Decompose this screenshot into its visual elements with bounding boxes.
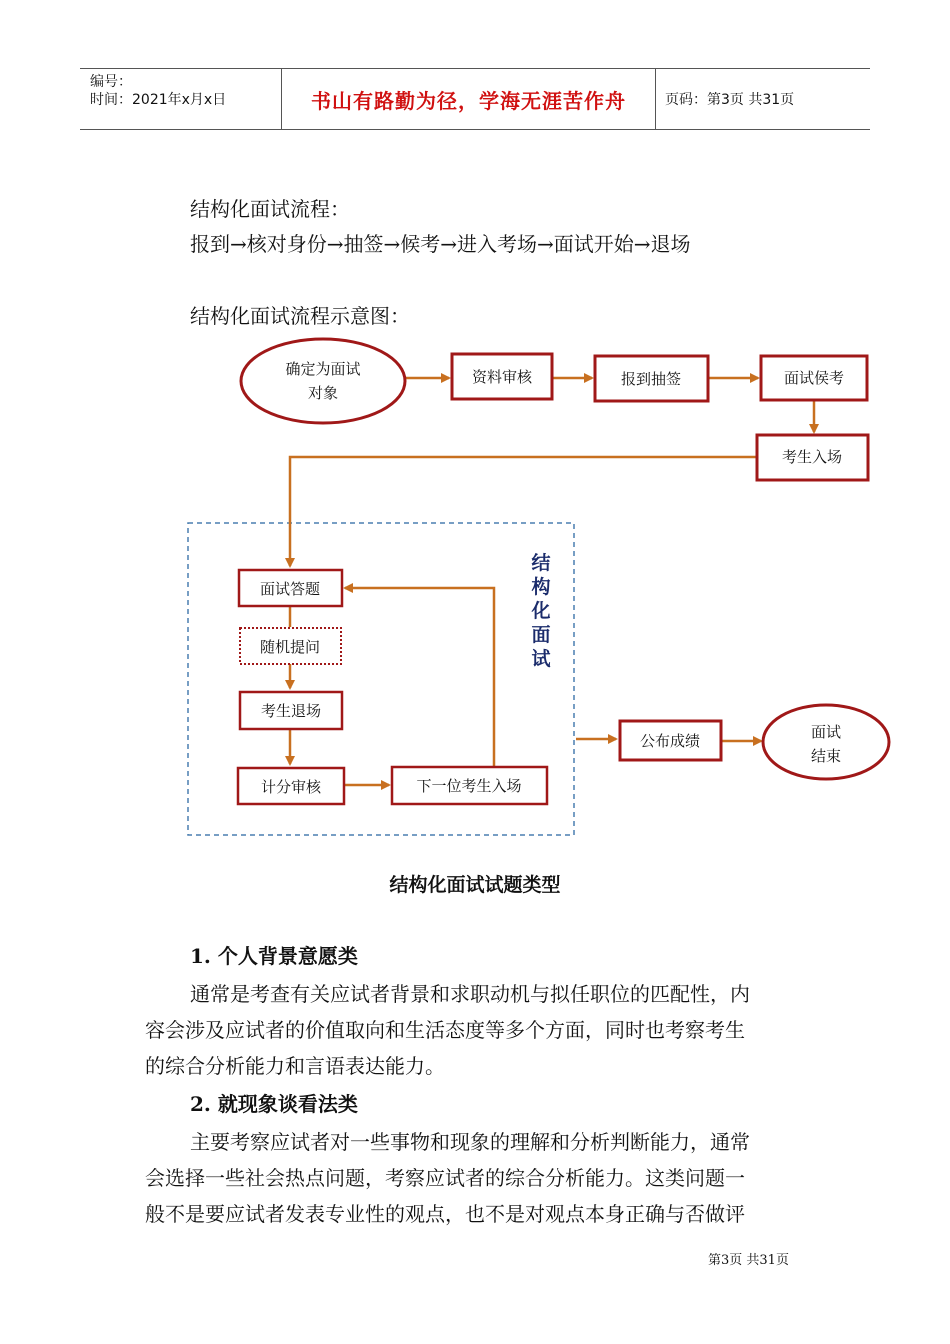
end-label-1: 面试: [810, 723, 842, 741]
side-label-3: 化: [531, 600, 551, 622]
types-title: 结构化面试试题类型: [389, 874, 561, 896]
section1-line-1: 通常是考查有关应试者背景和求职动机与拟任职位的匹配性，内: [190, 982, 750, 1006]
time-label: 时间：2021年x月x日: [90, 92, 227, 108]
exit-label: 考生退场: [260, 702, 322, 720]
section2-line-3: 般不是要应试者发表专业性的观点，也不是对观点本身正确与否做评: [145, 1202, 745, 1226]
section1-line-3: 的综合分析能力和言语表达能力。: [145, 1054, 445, 1078]
side-label-1: 结: [531, 552, 551, 574]
answer-label: 面试答题: [259, 580, 321, 598]
end-node: [763, 705, 889, 779]
start-label-1: 确定为面试: [285, 360, 361, 378]
start-node: [241, 339, 405, 423]
section2-line-2: 会选择一些社会热点问题，考察应试者的综合分析能力。这类问题一: [145, 1166, 745, 1190]
diagram-heading: 结构化面试流程示意图：: [190, 304, 410, 328]
waiting-label: 面试侯考: [783, 369, 845, 387]
section2-title: 2. 就现象谈看法类: [190, 1092, 358, 1116]
section1-line-2: 容会涉及应试者的价值取向和生活态度等多个方面，同时也考察考生: [145, 1018, 745, 1042]
page-label: 页码：第3页 共31页: [665, 92, 795, 108]
scoring-label: 计分审核: [260, 778, 322, 796]
enter-label: 考生入场: [781, 448, 843, 466]
start-label-2: 对象: [307, 384, 339, 402]
motto: 书山有路勤为径，学海无涯苦作舟: [311, 88, 626, 113]
publish-label: 公布成绩: [639, 732, 701, 750]
next-candidate-label: 下一位考生入场: [416, 777, 522, 795]
section1-title: 1. 个人背景意愿类: [190, 944, 358, 968]
side-label-2: 构: [531, 576, 551, 598]
arrow-enter-answer: [290, 457, 757, 566]
side-label-5: 试: [531, 648, 551, 670]
section2-line-1: 主要考察应试者对一些事物和现象的理解和分析判断能力，通常: [190, 1130, 750, 1154]
random-label: 随机提问: [259, 638, 321, 656]
arrow-next-loop: [345, 588, 494, 766]
flow-heading: 结构化面试流程：: [190, 197, 350, 221]
number-label: 编号：: [90, 74, 132, 90]
end-label-2: 结束: [810, 747, 842, 765]
page-footer: 第3页 共31页: [708, 1253, 789, 1268]
review-label: 资料审核: [471, 368, 533, 386]
checkin-label: 报到抽签: [620, 370, 682, 388]
flow-steps: 报到→核对身份→抽签→候考→进入考场→面试开始→退场: [190, 232, 691, 256]
side-label-4: 面: [531, 624, 551, 646]
